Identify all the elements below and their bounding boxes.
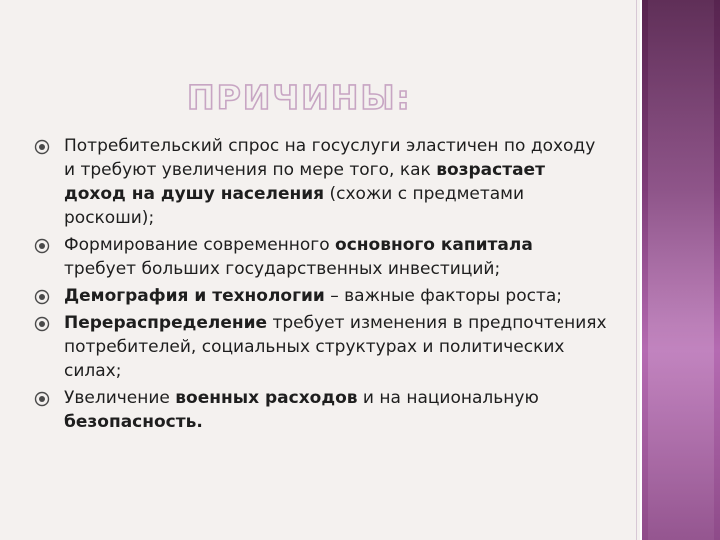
target-circle-icon (34, 316, 50, 332)
bullet-list (34, 134, 609, 437)
list-item (34, 386, 609, 434)
target-circle-icon (34, 139, 50, 155)
item-text: Увеличение (64, 388, 176, 408)
list-item (34, 233, 609, 281)
item-text: Потребительский спрос на госуслуги эластичен по доходу и требуют увеличения по мере того, как (64, 136, 596, 180)
slide-title: ПРИЧИНЫ: (187, 78, 412, 117)
item-bold-text: возрастает доход на душу населения (64, 160, 545, 204)
item-bold-text: Демография и технологии (64, 286, 325, 306)
item-text: Формирование современного (64, 235, 336, 255)
item-text: и на национальную (357, 388, 539, 408)
item-text: – важные факторы роста; (324, 286, 563, 306)
item-text: требует больших государственных инвестиций; (64, 259, 501, 279)
target-circle-icon (34, 238, 50, 254)
list-item (34, 134, 609, 230)
item-bold-text: безопасность. (64, 412, 203, 432)
decorative-side-band (642, 0, 720, 540)
side-divider-thin (636, 0, 637, 540)
list-item (34, 284, 609, 308)
target-circle-icon (34, 289, 50, 305)
item-bold-text: Перераспределение (64, 313, 268, 333)
item-text: требует изменения в предпочтениях потребителей, социальных структурах и политических силах; (64, 313, 607, 381)
item-bold-text: основного капитала (335, 235, 533, 255)
list-item (34, 311, 609, 383)
item-text: (схожи с предметами роскоши); (64, 184, 525, 228)
item-bold-text: военных расходов (175, 388, 358, 408)
target-circle-icon (34, 391, 50, 407)
